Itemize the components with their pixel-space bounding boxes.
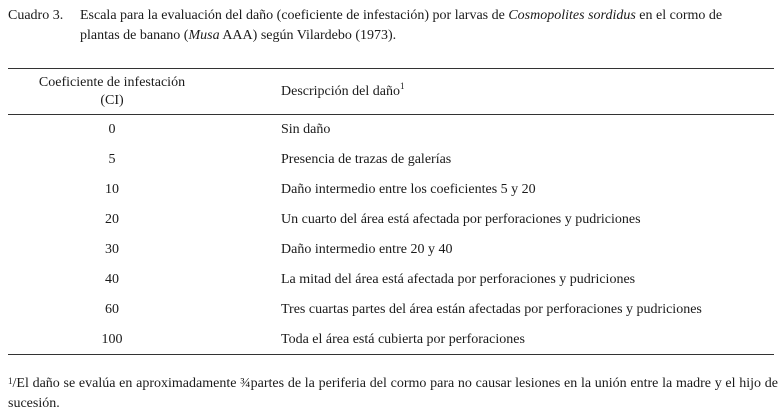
caption-text-d: AAA) según Vilardebo (1973). [219,28,397,43]
desc-cell: Presencia de trazas de galerías [281,152,452,167]
table-row [0,116,782,146]
table-row [0,146,782,176]
ci-cell: 100 [101,332,123,347]
table-row [0,176,782,206]
desc-cell: Un cuarto del área está afectada por perforaciones y pudriciones [281,212,641,227]
ci-cell: 10 [105,182,119,197]
caption-genus: Musa [188,28,220,43]
desc-cell: Sin daño [281,122,331,137]
ci-cell: 0 [108,122,116,137]
desc-cell: Daño intermedio entre 20 y 40 [281,242,453,257]
caption-species: Cosmopolites sordidus [508,8,636,23]
table-body [0,116,782,356]
desc-cell: Tres cuartas partes del área están afectadas por perforaciones y pudriciones [281,302,702,317]
ci-cell: 40 [105,272,119,287]
table-row [0,296,782,326]
footnote-text: /El daño se evalúa en aproximadamente ¾partes de la periferia del cormo para no causar lesiones en la unión entre la madre y el hijo de sucesión. [8,376,778,411]
ci-cell: 60 [105,302,119,317]
footnote-mark: 1 [8,376,13,386]
ci-cell: 5 [108,152,116,167]
header-ci-line2: (CI) [100,93,124,108]
table-bottom-rule [8,354,774,355]
table-header-rule [8,114,774,115]
header-description [281,81,405,100]
header-ci [14,74,210,110]
caption-text-a: Escala para la evaluación del daño (coeficiente de infestación) por larvas de [80,8,509,23]
ci-cell: 20 [105,212,119,227]
header-ci-line1: Coeficiente de infestación [38,75,186,90]
caption-text-b: en el cormo de [635,8,723,23]
ci-cell: 30 [105,242,119,257]
table-row [0,206,782,236]
table-row [0,326,782,356]
table-caption [8,6,774,46]
header-desc-footnote-mark: 1 [399,81,405,91]
header-desc-text: Descripción del daño [281,84,400,99]
desc-cell: Toda el área está cubierta por perforaciones [281,332,525,347]
table-top-rule [8,68,774,69]
caption-label: Cuadro 3. [8,8,64,23]
table-footnote [8,374,778,414]
table-row [0,266,782,296]
table-row [0,236,782,266]
caption-text-c: plantas de banano ( [80,28,189,43]
desc-cell: La mitad del área está afectada por perforaciones y pudriciones [281,272,636,287]
desc-cell: Daño intermedio entre los coeficientes 5 y 20 [281,182,536,197]
